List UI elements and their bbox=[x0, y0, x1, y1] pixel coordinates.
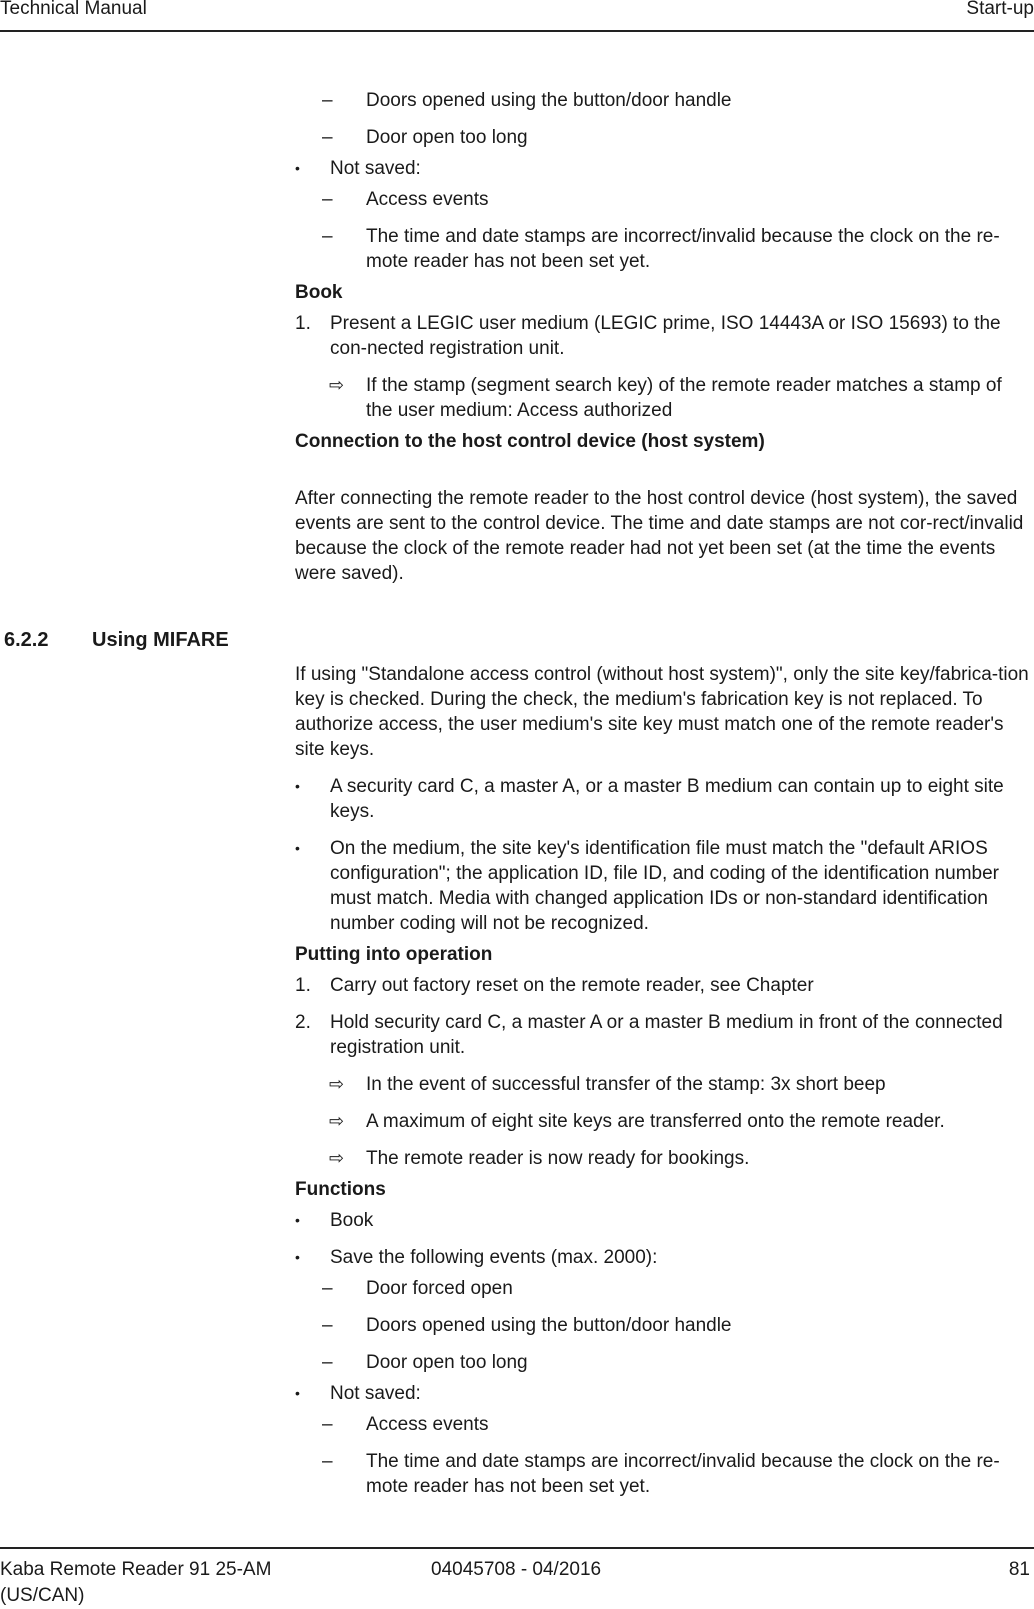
list-item: – Door forced open bbox=[295, 1276, 1030, 1301]
list-item: – The time and date stamps are incorrect/invalid because the clock on the re-mote reader has not been set yet. bbox=[295, 1449, 1030, 1499]
list-item: – The time and date stamps are incorrect/invalid because the clock on the re-mote reader has not been set yet. bbox=[295, 224, 1030, 274]
list-item: • A security card C, a master A, or a master B medium can contain up to eight site keys. bbox=[295, 774, 1030, 824]
list-item: – Access events bbox=[295, 1412, 1030, 1437]
step-item: 2. Hold security card C, a master A or a master B medium in front of the connected registration unit. bbox=[295, 1012, 1003, 1058]
result-item: ⇨ A maximum of eight site keys are transferred onto the remote reader. bbox=[329, 1111, 945, 1132]
step-item: 1. Carry out factory reset on the remote reader, see Chapter bbox=[295, 975, 814, 996]
list-item: • On the medium, the site key's identification file must match the "default ARIOS configuration"; the application ID, file ID, and coding of the identification number must match. Media with changed application IDs or non-standard identification number coding will not be recognized. bbox=[295, 836, 1030, 936]
subheading-connection: Connection to the host control device (host system) bbox=[295, 431, 765, 452]
section-number: 6.2.2 bbox=[4, 629, 49, 651]
step-item: 1. Present a LEGIC user medium (LEGIC prime, ISO 14443A or ISO 15693) to the con-nected registration unit. bbox=[295, 313, 1001, 359]
subheading-book: Book bbox=[295, 282, 343, 303]
page-footer bbox=[0, 1547, 1034, 1609]
list-item: – Access events bbox=[295, 187, 1030, 212]
result-arrow-icon: ⇨ bbox=[329, 375, 345, 395]
footer-document-number: 04045708 - 04/2016 bbox=[431, 1559, 602, 1580]
section-title: Using MIFARE bbox=[92, 629, 229, 651]
list-item: – Doors opened using the button/door handle bbox=[295, 1313, 1030, 1338]
footer-product-name: Kaba Remote Reader 91 25-AM (US/CAN) bbox=[0, 1559, 272, 1606]
result-item: ⇨ The remote reader is now ready for bookings. bbox=[329, 1148, 750, 1169]
result-arrow-icon: ⇨ bbox=[329, 1148, 345, 1168]
header-chapter-title: Start-up bbox=[966, 0, 1034, 19]
list-item: • Book bbox=[295, 1208, 1030, 1233]
page-header bbox=[0, 0, 1034, 32]
result-item: ⇨ In the event of successful transfer of the stamp: 3x short beep bbox=[329, 1074, 886, 1095]
list-item: – Doors opened using the button/door handle bbox=[295, 88, 1030, 113]
subheading-functions: Functions bbox=[295, 1179, 386, 1200]
list-item: – Door open too long bbox=[295, 125, 1030, 150]
list-item: • Not saved: bbox=[295, 1381, 1030, 1406]
content-top bbox=[295, 88, 1030, 586]
page-number: 81 bbox=[1008, 1559, 1030, 1580]
paragraph: After connecting the remote reader to the host control device (host system), the saved events are sent to the control device. The time and date stamps are not cor-rect/invalid because the clock of the remote reader had not yet been set (at the time the events were saved). bbox=[295, 488, 1024, 584]
list-item: – Door open too long bbox=[295, 1350, 1030, 1375]
subheading-putting-into-operation: Putting into operation bbox=[295, 944, 493, 965]
list-item: • Not saved: bbox=[295, 156, 1030, 181]
paragraph: If using "Standalone access control (without host system)", only the site key/fabrica-tion key is checked. During the check, the medium's fabrication key is not replaced. To authorize access, the user medium's site key must match one of the remote reader's site keys. bbox=[295, 664, 1029, 760]
result-arrow-icon: ⇨ bbox=[329, 1111, 345, 1131]
header-document-title: Technical Manual bbox=[0, 0, 147, 19]
result-item: ⇨ If the stamp (segment search key) of the remote reader matches a stamp of the user medium: Access authorized bbox=[329, 375, 1002, 421]
result-arrow-icon: ⇨ bbox=[329, 1074, 345, 1094]
list-item: • Save the following events (max. 2000): bbox=[295, 1245, 1030, 1270]
content-bottom bbox=[295, 662, 1030, 1499]
